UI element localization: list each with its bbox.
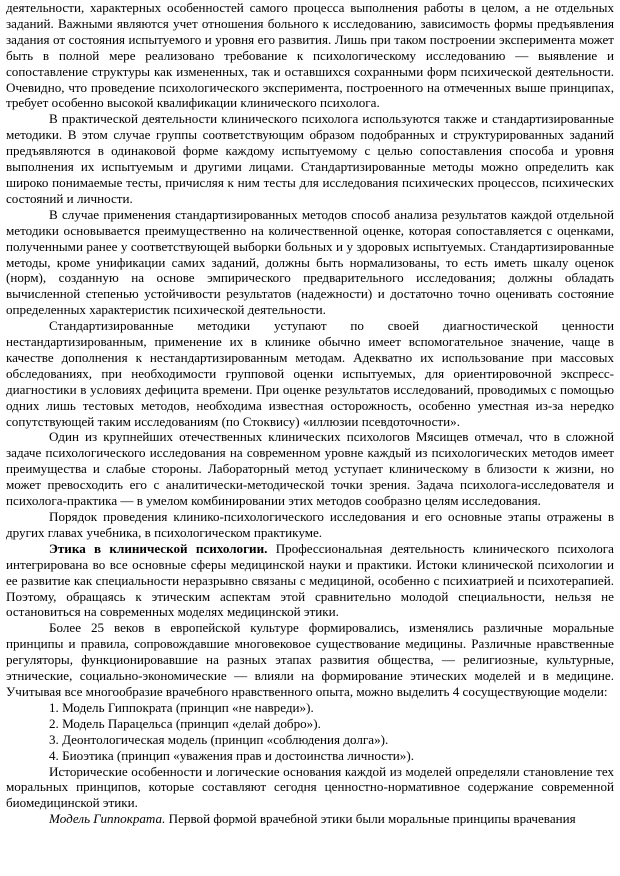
ethics-heading: Этика в клинической психологии. <box>49 540 268 556</box>
list-item: 1. Модель Гиппократа (принцип «не навреди»). <box>49 699 314 715</box>
paragraph-procedure: Порядок проведения клинико-психологического исследования и его основные этапы отражены в других главах учебника, в психологическом практикуме. <box>6 509 614 540</box>
paragraph-diagnostic-value: Стандартизированные методики уступают по своей диагностической ценности нестандартизированным, применение их в клинике обычно имеет вспомогательное значение, чаще в качестве дополнения к нестандартизированным методам. Адекватно их использование при массовых обследованиях, при необходимости групповой оценки испытуемых, для ориентировочной экспресс-диагностики в условиях дефицита времени. При оценке результатов исследований, проводимых с помощью одних лишь тестовых методов, необходима известная осторожность, особенно уместная из-за нередко сопутствующей таким исследованиям (по Стоквису) «иллюзии псевдоточности». <box>6 318 614 429</box>
paragraph-moral-principles: Более 25 веков в европейской культуре формировались, изменялись различные моральные принципы и правила, сопровождавшие многовековое существование медицины. Различные нравственные регуляторы, функционировавшие на разных этапах развития общества, — религиозные, культурные, этнические, социально-экономические — влияли на формирование этических моделей и в медицине. Учитывая все многообразие врачебного нравственного опыта, можно выделить 4 сосуществующие модели: <box>6 620 614 699</box>
hippocrates-text: Первой формой врачебной этики были моральные принципы врачевания <box>165 811 576 827</box>
paragraph-myasishchev: Один из крупнейших отечественных клинических психологов Мясищев отмечал, что в сложной задаче психологического исследования на современном уровне каждый из психологических методов имеет преимущества и слабые стороны. Лабораторный метод уступает клиническому в близости к жизни, но может превосходить его с аналитически-методической точки зрения. Задача психолога-исследователя и психолога-практика — в умелом комбинировании этих методов сообразно целям исследования. <box>6 429 614 509</box>
paragraph-hippocrates-model <box>6 811 614 827</box>
ethics-text: Профессиональная деятельность клинического психолога интегрирована во все основные сферы медицинской науки и практики. Истоки клинической психологии и ее развитие как специальности неразрывно связаны с медициной, особенно с психиатрией и психотерапией. Поэтому, обращаясь к этическим аспектам этой сравнительно молодой специальности, нельзя не остановиться на современных моделях медицинской этики. <box>6 540 614 620</box>
list-item: 4. Биоэтика (принцип «уважения прав и достоинства личности»). <box>49 747 414 763</box>
paragraph-analysis-method: В случае применения стандартизированных методов способ анализа результатов каждой отдельной методики основывается преимущественно на количественной оценке, которая сопоставляется с оценками, полученными ранее у соответствующей выборки больных и у здоровых испытуемых. Стандартизированные методы, кроме унификации самих заданий, должны быть нормализованы, то есть иметь шкалу оценок (норм), созданную на основе эмпирического предварительного исследования; должны обладать вычисленной степенью устойчивости результатов (надежности) и достаточно точно оценивать состояние определенных характеристик психической деятельности. <box>6 206 614 318</box>
list-item: 3. Деонтологическая модель (принцип «соблюдения долга»). <box>49 731 389 747</box>
paragraph-ethics <box>6 541 614 621</box>
paragraph-historical-features: Исторические особенности и логические основания каждой из моделей определяли становление тех моральных принципов, которые составляют сегодня ценностно-нормативное содержание современной биомедицинской этики. <box>6 763 614 811</box>
paragraph-intro-continuation: деятельности, характерных особенностей самого процесса выполнения работы в целом, а не отдельных заданий. Важными являются учет отношения больного к исследованию, зависимость формы предъявления задания от состояния испытуемого и уровня его развития. Лишь при таком построении эксперимента может быть в полной мере реализовано требование к психологическому исследованию — выявление и сопоставление структуры как измененных, так и оставшихся сохранными форм психической деятельности. Очевидно, что проведение психологического эксперимента, построенного на отмеченных выше принципах, требует особенно высокой квалификации клинического психолога. <box>6 0 614 111</box>
paragraph-standardized-methods: В практической деятельности клинического психолога используются также и стандартизированные методики. В этом случае группы соответствующим образом подобранных и структурированных заданий предъявляются в одинаковой форме каждому испытуемому с целью сопоставления способа и уровня выполнения их испытуемым и другими лицами. Стандартизированные методы можно определить как широко понимаемые тесты, причисляя к ним тесты для исследования психических процессов, психических состояний и личности. <box>6 111 614 206</box>
hippocrates-heading: Модель Гиппократа. <box>49 811 166 827</box>
list-item: 2. Модель Парацельса (принцип «делай добро»). <box>49 715 321 731</box>
